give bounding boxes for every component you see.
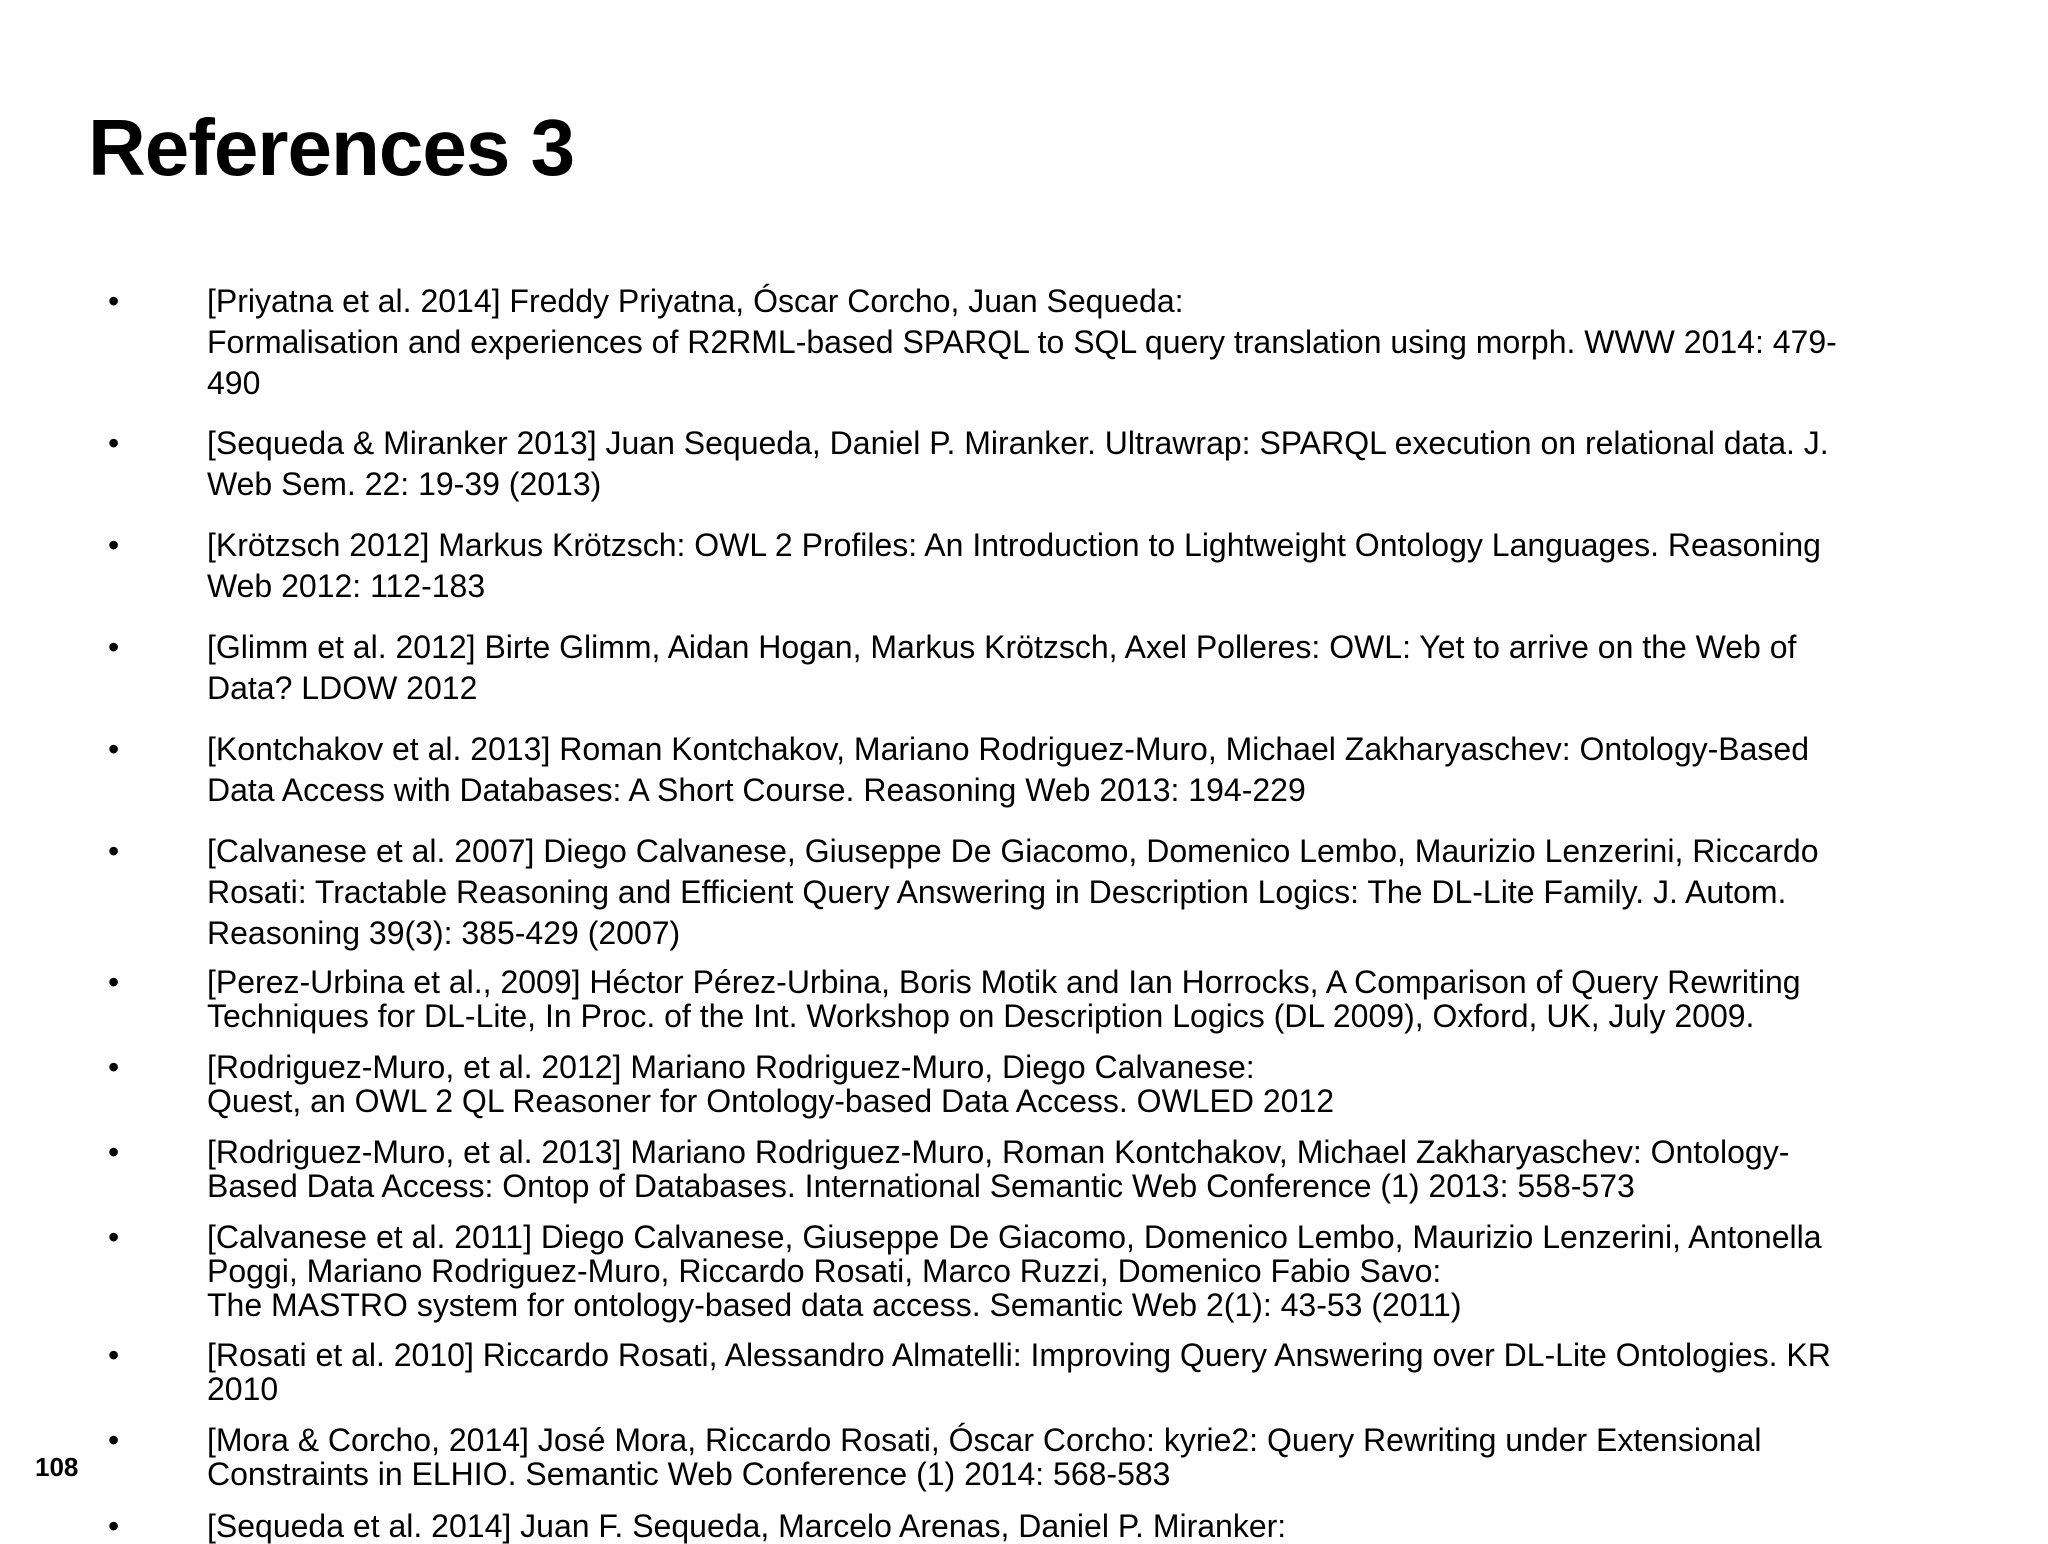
bullet: • [108,1219,120,1255]
reference-text: [Rosati et al. 2010] Riccardo Rosati, Alessandro Almatelli: Improving Query Answering over DL-Lite Ontologies. KR 2010 [207,1337,1831,1407]
bullet: • [108,1337,120,1373]
reference-text: [Calvanese et al. 2011] Diego Calvanese, Giuseppe De Giacomo, Domenico Lembo, Maurizio Lenzerini, Antonella Poggi, Mariano Rodriguez-Muro, Riccardo Rosati, Marco Ruzzi, Domenico Fabio Savo: The MASTRO system for ontology-based data access. Semantic Web 2(1): 43-53 (2011) [207,1219,1822,1323]
bullet: • [108,731,120,767]
reference-text: [Perez-Urbina et al., 2009] Héctor Pérez-Urbina, Boris Motik and Ian Horrocks, A Comparison of Query Rewriting Techniques for DL-Lite, In Proc. of the Int. Workshop on Description Logics (DL 2009), Oxford, UK, July 2009. [207,964,1801,1034]
bullet: • [108,833,120,869]
reference-text: [Glimm et al. 2012] Birte Glimm, Aidan Hogan, Markus Krötzsch, Axel Polleres: OWL: Yet to arrive on the Web of Data? LDOW 2012 [207,629,1797,706]
bullet: • [108,527,120,563]
slide-title: References 3 [88,103,575,192]
page-number: 108 [35,1452,79,1482]
reference-text: [Priyatna et al. 2014] Freddy Priyatna, Óscar Corcho, Juan Sequeda: Formalisation and experiences of R2RML-based SPARQL to SQL query translation using morph. WWW 2014: 479- 490 [207,283,1837,401]
bullet: • [108,1134,120,1170]
reference-text: [Sequeda et al. 2014] Juan F. Sequeda, Marcelo Arenas, Daniel P. Miranker: [207,1508,1287,1544]
bullet: • [108,1508,120,1544]
reference-text: [Rodriguez-Muro, et al. 2013] Mariano Rodriguez-Muro, Roman Kontchakov, Michael Zakharyaschev: Ontology- Based Data Access: Ontop of Databases. International Semantic Web Conference (1) 2013: 558-573 [207,1134,1790,1204]
bullet: • [108,964,120,1000]
bullet: • [108,1422,120,1458]
bullet: • [108,425,120,461]
bullet: • [108,283,120,319]
reference-text: [Sequeda & Miranker 2013] Juan Sequeda, Daniel P. Miranker. Ultrawrap: SPARQL execution on relational data. J. Web Sem. 22: 19-39 (2013) [207,425,1829,502]
reference-text: [Krötzsch 2012] Markus Krötzsch: OWL 2 Profiles: An Introduction to Lightweight Ontology Languages. Reasoning Web 2012: 112-183 [207,527,1821,604]
reference-text: [Rodriguez-Muro, et al. 2012] Mariano Rodriguez-Muro, Diego Calvanese: Quest, an OWL 2 QL Reasoner for Ontology-based Data Access. OWLED 2012 [207,1049,1335,1119]
bullet: • [108,1049,120,1085]
reference-text: [Mora & Corcho, 2014] José Mora, Riccardo Rosati, Óscar Corcho: kyrie2: Query Rewriting under Extensional Constraints in ELHIO. Semantic Web Conference (1) 2014: 568-583 [207,1422,1762,1492]
bullet: • [108,629,120,665]
reference-text: [Calvanese et al. 2007] Diego Calvanese, Giuseppe De Giacomo, Domenico Lembo, Maurizio Lenzerini, Riccardo Rosati: Tractable Reasoning and Efficient Query Answering in Description Logics: The DL-Lite Family. J. Autom. Reasoning 39(3): 385-429 (2007) [207,833,1819,951]
reference-text: [Kontchakov et al. 2013] Roman Kontchakov, Mariano Rodriguez-Muro, Michael Zakharyaschev: Ontology-Based Data Access with Databases: A Short Course. Reasoning Web 2013: 194-229 [207,731,1809,808]
